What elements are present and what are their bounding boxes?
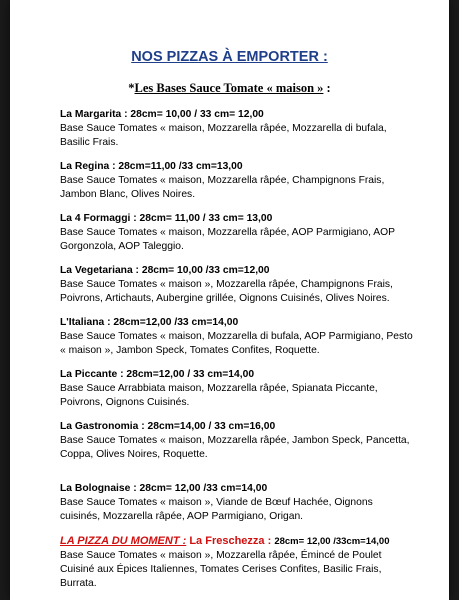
pizza-description: Base Sauce Tomates « maison », Viande de Bœuf Hachée, Oignons cuisinés, Mozzarella râpée, AOP Parmigiano, Origan.: [60, 497, 373, 522]
pizza-description: Base Sauce Tomates « maison, Mozzarella di bufala, AOP Parmigiano, Pesto « maison », Jambon Speck, Tomates Confites, Roquette.: [60, 331, 413, 356]
pizza-description: Base Sauce Tomates « maison », Mozzarella râpée, Champignons Frais, Poivrons, Artichauts, Aubergine grillée, Oignons Cuisinés, Olives Noires.: [60, 279, 393, 304]
subtitle-prefix: *: [128, 81, 135, 95]
moment-header: [60, 534, 415, 549]
pizza-list: [60, 108, 415, 591]
menu-page: [10, 0, 449, 600]
page-title: NOS PIZZAS À EMPORTER :: [131, 49, 328, 65]
pizza-of-the-moment: [60, 534, 415, 591]
pizza-description: Base Sauce Tomates « maison, Mozzarella râpée, Champignons Frais, Jambon Blanc, Olives Noires.: [60, 175, 385, 200]
pizza-description: Base Sauce Arrabbiata maison, Mozzarella râpée, Spianata Piccante, Poivrons, Oignons Cuisinés.: [60, 383, 378, 408]
pizza-item: [60, 160, 415, 202]
pizza-name-price: L'Italiana : 28cm=12,00 /33 cm=14,00: [60, 317, 239, 328]
pizza-item: [60, 264, 415, 306]
pizza-description: Base Sauce Tomates « maison, Mozzarella râpée, Mozzarella di bufala, Basilic Frais.: [60, 123, 387, 148]
pizza-item: [60, 108, 415, 150]
pizza-name-price: La Regina : 28cm=11,00 /33 cm=13,00: [60, 161, 243, 172]
pizza-item: [60, 212, 415, 254]
subtitle-underlined: Les Bases Sauce Tomate « maison »: [134, 81, 324, 95]
pizza-name-price: La 4 Formaggi : 28cm= 11,00 / 33 cm= 13,00: [60, 213, 273, 224]
pizza-description: Base Sauce Tomates « maison, Mozzarella râpée, AOP Parmigiano, AOP Gorgonzola, AOP Taleggio.: [60, 227, 395, 252]
pizza-name-price: La Margarita : 28cm= 10,00 / 33 cm= 12,00: [60, 109, 264, 120]
pizza-item: [60, 316, 415, 358]
pizza-item: [60, 420, 415, 462]
moment-label: LA PIZZA DU MOMENT :: [60, 535, 187, 547]
pizza-name-price: La Bolognaise : 28cm= 12,00 /33 cm=14,00: [60, 483, 268, 494]
moment-description: Base Sauce Tomates « maison », Mozzarella râpée, Émincé de Poulet Cuisiné aux Épices Italiennes, Tomates Cerises Confites, Basilic Frais, Burrata.: [60, 550, 382, 589]
pizza-description: Base Sauce Tomates « maison, Mozzarella râpée, Jambon Speck, Pancetta, Coppa, Olives Noires, Roquette.: [60, 435, 410, 460]
moment-price: 28cm= 12,00 /33cm=14,00: [274, 536, 390, 547]
pizza-item: [60, 368, 415, 410]
moment-pizza-name: La Freschezza :: [186, 535, 275, 547]
pizza-name-price: La Vegetariana : 28cm= 10,00 /33 cm=12,00: [60, 265, 270, 276]
pizza-name-price: La Gastronomia : 28cm=14,00 / 33 cm=16,00: [60, 421, 276, 432]
section-subtitle: [10, 81, 449, 96]
subtitle-suffix: :: [323, 81, 331, 95]
pizza-name-price: La Piccante : 28cm=12,00 / 33 cm=14,00: [60, 369, 255, 380]
pizza-item: [60, 482, 415, 524]
